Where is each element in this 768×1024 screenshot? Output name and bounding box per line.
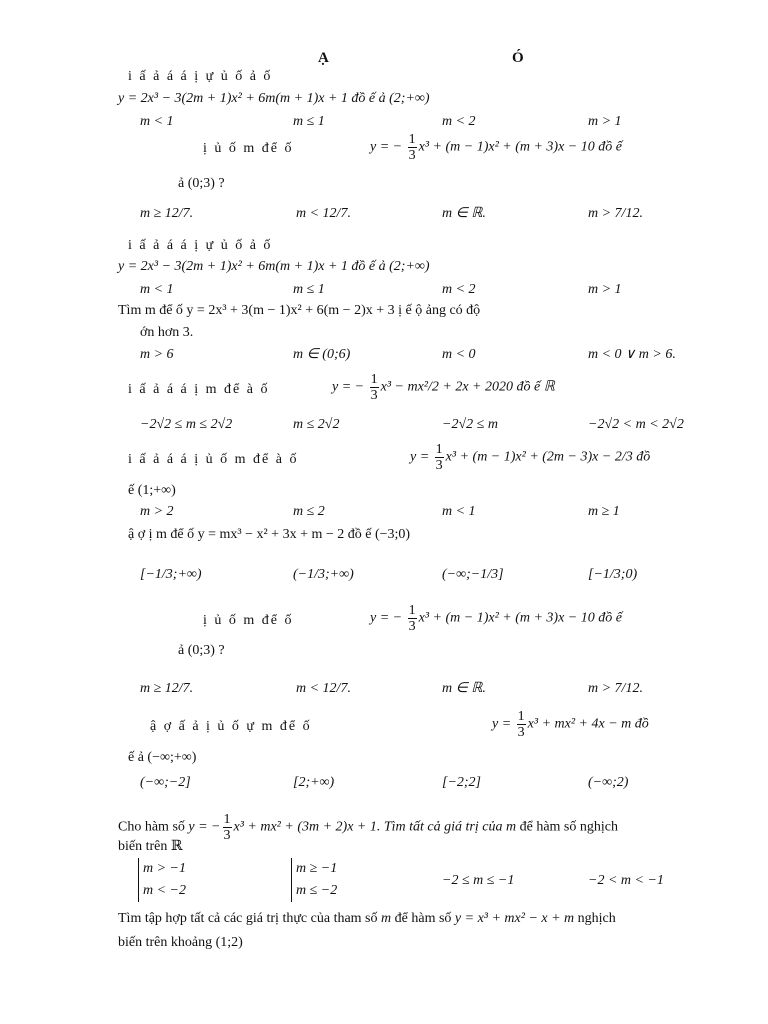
- q6-line2: ế (1;+∞): [128, 483, 176, 498]
- q11-line2: biến trên khoảng (1;2): [118, 935, 243, 950]
- q9-option-d: (−∞;2): [588, 775, 629, 790]
- q10-line1b: x³ + mx² + (3m + 2)x + 1. Tìm tất cả giá trị của: [233, 819, 503, 835]
- q2-option-a: m ≥ 12/7.: [140, 206, 194, 221]
- q3-option-c: m < 2: [442, 282, 476, 297]
- q9-line2: ế ả (−∞;+∞): [128, 750, 197, 765]
- q4-option-c: m < 0: [442, 347, 476, 362]
- q6-intro: i ấ ả á á ị ủ ố m để à ố: [128, 452, 299, 467]
- q4-option-d: m < 0 ∨ m > 6.: [588, 347, 676, 362]
- q8-interval: ả (0;3) ?: [178, 643, 225, 658]
- q10-line1a: Cho hàm số: [118, 819, 185, 835]
- q4-option-b: m ∈ (0;6): [293, 347, 351, 362]
- q7-option-b: (−1/3;+∞): [293, 567, 354, 582]
- q3-option-b: m ≤ 1: [293, 282, 325, 297]
- q6-option-d: m ≥ 1: [588, 504, 620, 519]
- q5-option-c: −2√2 ≤ m: [442, 417, 498, 432]
- q11-line1d: nghịch: [577, 911, 616, 926]
- q11-line1: Tìm tập hợp tất cả các giá trị thực của tham số m để hàm số y = x³ + mx² − x + m nghịch: [118, 911, 616, 926]
- q5-option-b: m ≤ 2√2: [293, 417, 340, 432]
- q1-option-b: m ≤ 1: [293, 114, 325, 129]
- q4-line1: Tìm m để ố y = 2x³ + 3(m − 1)x² + 6(m − 2)x + 3 ị ế ộ ảng có độ: [118, 303, 481, 318]
- q10-option-b: [291, 858, 337, 902]
- q6-function: y = $\frac{1}{3}$ x³ + (m − 1)x² + (2m − 3)x − 2/3 đồ: [410, 442, 651, 473]
- q8-intro: ị ủ ố m để ố: [203, 613, 294, 628]
- q5-function-tail: x³ − mx²/2 + 2x + 2020 đồ ế ℝ: [380, 379, 555, 395]
- q9-option-c: [−2;2]: [442, 775, 482, 790]
- q11-line1a: Tìm tập hợp tất cả các giá trị thực của tham số: [118, 911, 378, 926]
- q1-option-a: m < 1: [140, 114, 174, 129]
- q10-option-c: −2 ≤ m ≤ −1: [442, 873, 515, 888]
- q2-function: y = − $\frac{1}{3}$ x³ + (m − 1)x² + (m + 3)x − 10 đồ ế: [370, 132, 622, 163]
- q9-option-a: (−∞;−2]: [140, 775, 191, 790]
- q2-option-b: m < 12/7.: [296, 206, 351, 221]
- q9-option-b: [2;+∞): [293, 775, 335, 790]
- q10-option-b-line1: m ≥ −1: [296, 861, 338, 876]
- q9-function-tail: x³ + mx² + 4x − m đồ: [527, 716, 649, 732]
- q5-intro: i ấ ả á á ị m để à ố: [128, 382, 270, 397]
- q8-function-tail: x³ + (m − 1)x² + (m + 3)x − 10 đồ ế: [418, 610, 622, 626]
- q7-option-a: [−1/3;+∞): [140, 567, 202, 582]
- q1-option-c: m < 2: [442, 114, 476, 129]
- heading-right: Ó: [512, 50, 524, 66]
- q1-function: y = 2x³ − 3(2m + 1)x² + 6m(m + 1)x + 1 đồ ế ả (2;+∞): [118, 91, 430, 106]
- q6-function-tail: x³ + (m − 1)x² + (2m − 3)x − 2/3 đồ: [445, 449, 651, 465]
- q6-option-b: m ≤ 2: [293, 504, 325, 519]
- q7-option-d: [−1/3;0): [588, 567, 638, 582]
- q2-option-d: m > 7/12.: [588, 206, 643, 221]
- q1-option-d: m > 1: [588, 114, 622, 129]
- q3-intro: i ấ ả á á ị ự ủ ố ả ố: [128, 238, 273, 253]
- q11-line1c: y = x³ + mx² − x + m: [454, 911, 575, 926]
- q7-intro: ậ ợ ị m để ố y = mx³ − x² + 3x + m − 2 đồ ế (−3;0): [128, 527, 411, 542]
- q4-line2: ớn hơn 3.: [140, 325, 194, 340]
- q5-option-a: −2√2 ≤ m ≤ 2√2: [140, 417, 233, 432]
- q8-option-b: m < 12/7.: [296, 681, 351, 696]
- q10-option-a-line1: m > −1: [143, 861, 187, 876]
- q3-function: y = 2x³ − 3(2m + 1)x² + 6m(m + 1)x + 1 đồ ế ả (2;+∞): [118, 259, 430, 274]
- q7-option-c: (−∞;−1/3]: [442, 567, 504, 582]
- q11-line1b: để hàm số: [394, 911, 452, 926]
- q6-option-a: m > 2: [140, 504, 174, 519]
- q8-option-d: m > 7/12.: [588, 681, 643, 696]
- q10-line1c: để hàm số nghịch: [519, 819, 618, 835]
- q5-option-d: −2√2 < m < 2√2: [588, 417, 684, 432]
- q9-function: y = $\frac{1}{3}$ x³ + mx² + 4x − m đồ: [492, 709, 649, 740]
- q3-option-a: m < 1: [140, 282, 174, 297]
- q10-line1: Cho hàm số y = − $\frac{1}{3}$ x³ + mx² + (3m + 2)x + 1. Tìm tất cả giá trị của m để hàm số nghịch: [118, 812, 618, 843]
- q5-function: y = − $\frac{1}{3}$ x³ − mx²/2 + 2x + 2020 đồ ế ℝ: [332, 372, 555, 403]
- q2-function-tail: x³ + (m − 1)x² + (m + 3)x − 10 đồ ế: [418, 139, 622, 155]
- q2-intro: ị ủ ố m để ố: [203, 141, 294, 156]
- heading-left: Ạ: [318, 50, 329, 66]
- q8-function: y = − $\frac{1}{3}$ x³ + (m − 1)x² + (m + 3)x − 10 đồ ế: [370, 603, 622, 634]
- q6-option-c: m < 1: [442, 504, 476, 519]
- q10-line2: biến trên ℝ: [118, 839, 183, 854]
- q9-intro: ậ ợ ấ ả ị ủ ố ự m để ố: [150, 719, 312, 734]
- q8-option-c: m ∈ ℝ.: [442, 681, 486, 696]
- q1-intro: i ấ ả á á ị ự ủ ố ả ố: [128, 69, 273, 84]
- q10-option-b-line2: m ≤ −2: [296, 883, 338, 898]
- q3-option-d: m > 1: [588, 282, 622, 297]
- q4-option-a: m > 6: [140, 347, 174, 362]
- q2-option-c: m ∈ ℝ.: [442, 206, 486, 221]
- q10-option-d: −2 < m < −1: [588, 873, 664, 888]
- q2-interval: ả (0;3) ?: [178, 176, 225, 191]
- q10-option-a: [138, 858, 186, 902]
- q10-option-a-line2: m < −2: [143, 883, 187, 898]
- q8-option-a: m ≥ 12/7.: [140, 681, 194, 696]
